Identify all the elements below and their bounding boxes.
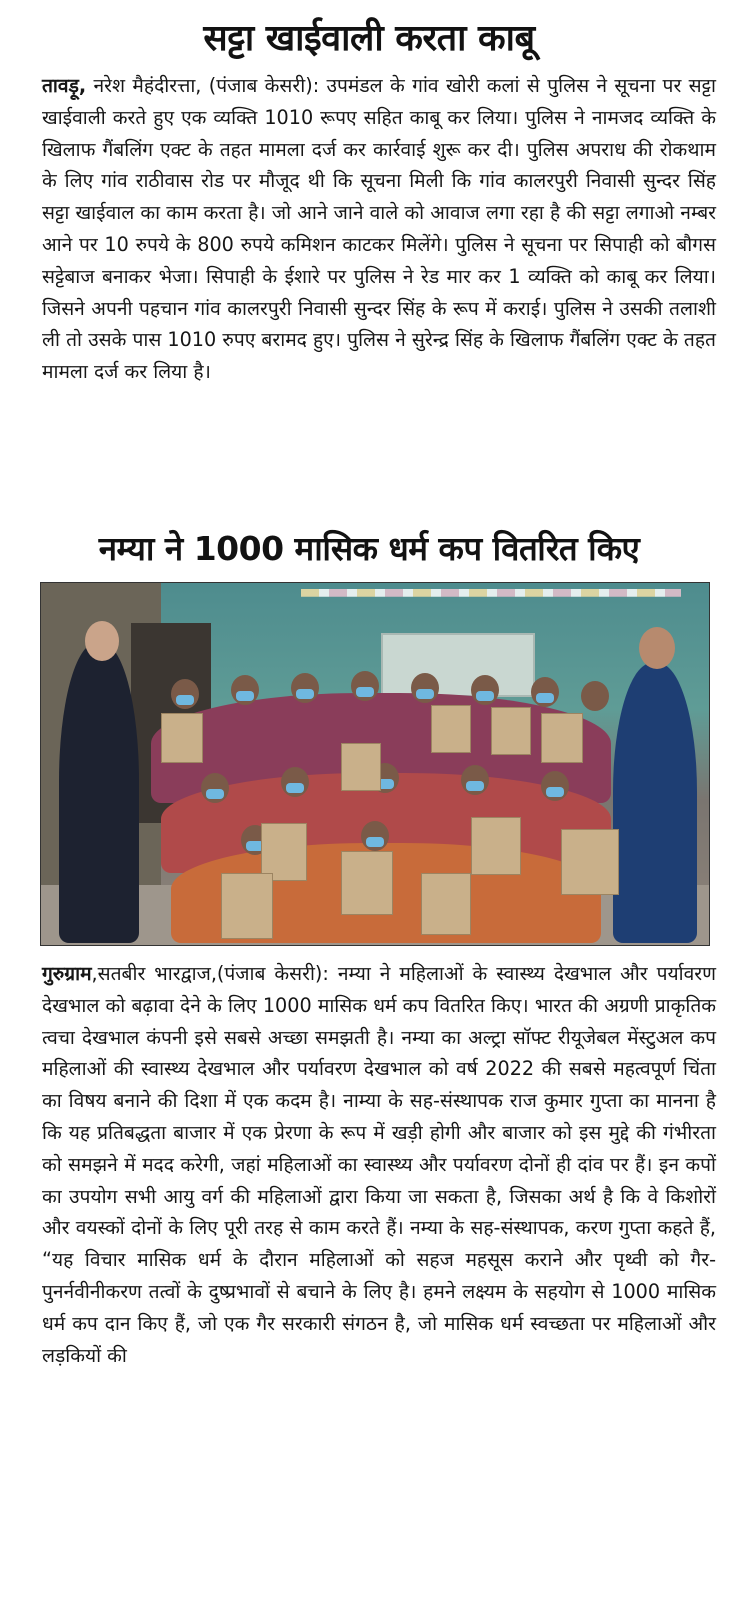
headline-namya: नम्या ने 1000 मासिक धर्म कप वितरित किए: [98, 529, 640, 568]
photo-bag: [431, 705, 471, 753]
photo-mask: [206, 789, 224, 799]
photo-bag: [471, 817, 521, 875]
photo-bag: [421, 873, 471, 935]
headline-satta: सट्टा खाईवाली करता काबू: [203, 18, 535, 59]
photo-mask: [366, 837, 384, 847]
photo-bag: [161, 713, 203, 763]
photo-mask: [356, 687, 374, 697]
photo-man-left: [59, 643, 139, 943]
photo-bag: [491, 707, 531, 755]
photo-mask: [466, 781, 484, 791]
photo-mask: [176, 695, 194, 705]
photo-mask: [416, 689, 434, 699]
article-satta-body: [0, 70, 738, 522]
photo-banner: [381, 633, 535, 697]
news-photo-distribution: [40, 582, 710, 946]
photo-mask: [286, 783, 304, 793]
photo-man-right: [613, 663, 697, 943]
photo-man-right-head: [639, 627, 675, 669]
article-namya-text: ,सतबीर भारद्वाज,(पंजाब केसरी): नम्या ने महिलाओं के स्वास्थ्य देखभाल और पर्यावरण देखभाल को बढ़ावा देने के लिए 1000 मासिक धर्म कप वितरित किए। भारत की अग्रणी प्राकृतिक त्वचा देखभाल कंपनी इसे सबसे अच्छा समझती है। नम्या का अल्ट्रा सॉफ्ट रीयूजेबल मेंस्टुअल कप महिलाओं की स्वास्थ्य देखभाल और पर्यावरण देखभाल को वर्ष 2022 की सबसे महत्वपूर्ण चिंता का विषय बनाने की दिशा में एक कदम है। नाम्या के सह-संस्थापक राज कुमार गुप्ता का मानना है कि यह प्रतिबद्धता बाजार में एक प्रेरणा के रूप में खड़ी होगी और बाजार को इस मुद्दे की गंभीरता को समझने में मदद करेगी, जहां महिलाओं का स्वास्थ्य और पर्यावरण दोनों ही दांव पर हैं। इन कपों का उपयोग सभी आयु वर्ग की महिलाओं द्वारा किया जा सकता है, जिसका अर्थ है कि वे किशोरों और वयस्कों दोनों के लिए पूरी तरह से काम करते हैं। नम्या के सह-संस्थापक, करण गुप्ता कहते हैं, “यह विचार मासिक धर्म के दौरान महिलाओं को सहज महसूस कराने और पृथ्वी को गैर-पुनर्नवीनीकरण तत्वों के दुष्प्रभावों से बचाने के लिए है। हमने लक्ष्यम के सहयोग से 1000 मासिक धर्म कप दान किए हैं, जो एक गैर सरकारी संगठन है, जो मासिक धर्म स्वच्छता पर महिलाओं और लड़कियों की: [42, 962, 716, 1367]
photo-mask: [296, 689, 314, 699]
photo-mask: [546, 787, 564, 797]
photo-bag: [341, 851, 393, 915]
dateline-tavdu: तावड़ू,: [42, 74, 87, 97]
photo-face: [581, 681, 609, 711]
photo-mask: [476, 691, 494, 701]
article-satta-text: नरेश मैहंदीरत्ता, (पंजाब केसरी): उपमंडल के गांव खोरी कलां से पुलिस ने सूचना पर सट्टा खाईवाली करते हुए एक व्यक्ति 1010 रूपए सहित काबू कर लिया। पुलिस ने नामजद व्यक्ति के खिलाफ गैंबलिंग एक्ट के तहत मामला दर्ज कर कार्रवाई शुरू कर दी। पुलिस अपराध की रोकथाम के लिए गांव राठीवास रोड पर मौजूद थी कि सूचना मिली कि गांव कालरपुरी निवासी सुन्दर सिंह सट्टा खाईवाल का काम करता है। जो आने जाने वाले को आवाज लगा रहा है की सट्टा लगाओ नम्बर आने पर 10 रुपये के 800 रुपये कमिशन काटकर मिलेंगे। पुलिस ने सूचना पर सिपाही को बौगस सट्टेबाज बनाकर भेजा। सिपाही के ईशारे पर पुलिस ने रेड मार कर 1 व्यक्ति को काबू कर लिया। जिसने अपनी पहचान गांव कालरपुरी निवासी सुन्दर सिंह के रूप में कराई। पुलिस ने उसकी तलाशी ली तो उसके पास 1010 रुपए बरामद हुए। पुलिस ने सुरेन्द्र सिंह के खिलाफ गैंबलिंग एक्ट के तहत मामला दर्ज कर लिया है।: [42, 74, 716, 384]
photo-mask: [536, 693, 554, 703]
photo-bunting: [301, 589, 681, 615]
photo-man-left-head: [85, 621, 119, 661]
photo-bag: [221, 873, 273, 939]
photo-bag: [541, 713, 583, 763]
photo-bag: [561, 829, 619, 895]
dateline-gurugram: गुरुग्राम: [42, 962, 92, 985]
article-namya-body: [0, 946, 738, 1578]
photo-bag: [341, 743, 381, 791]
photo-mask: [236, 691, 254, 701]
